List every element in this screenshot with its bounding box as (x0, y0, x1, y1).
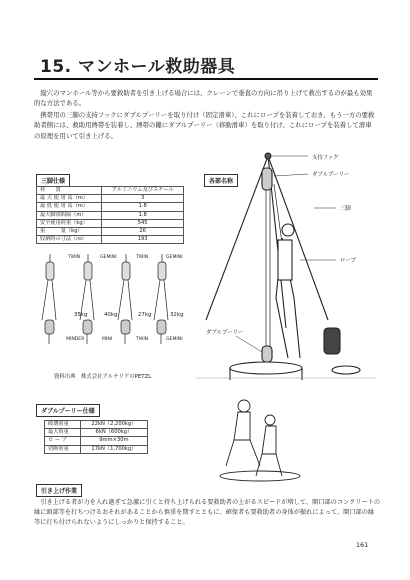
page-number: 161 (356, 541, 369, 549)
table-row (37, 203, 184, 211)
rope-label: ロープ (340, 258, 356, 264)
pulley-top-label-4: GEMINI (166, 255, 183, 260)
tripod-diagram (196, 148, 376, 388)
spec-value-cell: 6kN（600kg） (80, 429, 147, 437)
pulley-top-label-2: GEMINI (100, 255, 117, 260)
pulley-weight-2: 40kg (104, 312, 118, 318)
spec-name-cell: 最大脚部間隔（m） (37, 211, 102, 219)
pulley-bottom-label-2: MINI (102, 337, 113, 342)
double-pulley-spec-table (44, 420, 148, 454)
pulley-bottom-label-3: TWIN (136, 337, 149, 342)
spec-value-cell: 9mm×30m (80, 437, 147, 445)
double-pulley-bottom-label: ダブルプーリー (206, 330, 244, 336)
table-row (37, 228, 184, 236)
table-row (45, 437, 148, 445)
pulley-illustrations (36, 252, 186, 362)
spec-value-cell: 1.8 (102, 203, 184, 211)
table-row (45, 429, 148, 437)
spec-name-cell: 安全使用荷重（kg） (37, 219, 102, 227)
spec-name-cell: 最 低 使 用 高（m） (37, 203, 102, 211)
pulley-top-label-3: TWIN (136, 255, 149, 260)
spec-name-cell: 最大荷重 (45, 429, 81, 437)
spec-name-cell: 収納時の寸法（㎝） (37, 236, 102, 244)
spec-value-cell: アルミニウム及びスチール (102, 187, 184, 195)
spec-value-cell: 3 (102, 195, 184, 203)
spec-name-cell: 最 大 使 用 高（m） (37, 195, 102, 203)
pulley-gemini-2-icon (154, 254, 168, 344)
pulley-bottom-label-1: MINDER (66, 337, 85, 342)
table-row (37, 195, 184, 203)
rescue-illustration (210, 396, 310, 482)
pulley-twin-icon (42, 254, 56, 344)
pulley-twin-2-icon (118, 254, 132, 344)
pulley-weight-4: 32kg (170, 312, 184, 318)
spec-name-cell: 切断荷重 (45, 445, 81, 453)
table-row (45, 421, 148, 429)
table-row (37, 187, 184, 195)
spec-name-cell: ロ ー プ (45, 437, 81, 445)
double-pulley-spec-label: ダブルプーリー仕様 (36, 404, 100, 417)
pulley-gemini-icon (80, 254, 94, 344)
support-hook-label: 支持フック (312, 155, 339, 161)
pulley-weight-1: 35kg (74, 312, 88, 318)
page-title: 15. マンホール救助器具 (40, 57, 236, 77)
double-pulley-top-label: ダブルプーリー (312, 172, 350, 178)
parts-label: 各部名称 (204, 174, 238, 187)
table-row (37, 211, 184, 219)
table-row (37, 219, 184, 227)
spec-name-cell: 材 質 (37, 187, 102, 195)
table-row (37, 236, 184, 244)
source-credit: 資料出典 株式会社アルテリアのPETZL (54, 374, 152, 380)
intro-paragraph-2: 携帯用の三脚の支持フックにダブルプーリーを取り付け（固定滑車）、これにロープを装着しておき、もう一方の要救助者側には、救助用縛帯を装着し、縛帯の鍵にダブルプーリー（移動滑車）を取り付け、これにロープを装着して滑車の原理を用いて引き上げる。 (34, 111, 375, 140)
title-underline (34, 78, 378, 80)
spec-value-cell: 17kN（1,700kg） (80, 445, 147, 453)
work-text: 引き上げる者が力を入れ過ぎて急激に引くと持ち上げられる要救助者の上がるスピードが増して、開口部のコンクリートの縁に頭部等を打ちつけるおそれがあることから慎重を期すとともに、確保者も要救助者の身体が振れによって、開口部の縁等に打ち付けられないようにしっかりと保持すること。 (34, 499, 381, 526)
work-label: 引き上げ作業 (36, 484, 82, 497)
spec-name-cell: 破壊荷重 (45, 421, 81, 429)
spec-value-cell: 26 (102, 228, 184, 236)
spec-value-cell: 545 (102, 219, 184, 227)
pulley-weight-3: 27kg (138, 312, 152, 318)
spec-value-cell: 193 (102, 236, 184, 244)
spec-name-cell: 重 量（kg） (37, 228, 102, 236)
tripod-spec-table (36, 186, 184, 244)
pulley-top-label-1: TWIN (68, 255, 81, 260)
tripod-label: 三脚 (340, 206, 351, 212)
spec-value-cell: 1.8 (102, 211, 184, 219)
pulley-bottom-label-4: GEMINI (166, 337, 183, 342)
tripod-spec-label: 三脚仕様 (36, 174, 70, 187)
table-row (45, 445, 148, 453)
spec-value-cell: 22kN（2,200kg） (80, 421, 147, 429)
intro-paragraph-1: 縦穴のマンホール等から要救助者を引き上げる場合には、クレーンで垂直の方向に吊り上げて救出するのが最も効果的な方法である。 (34, 89, 373, 108)
